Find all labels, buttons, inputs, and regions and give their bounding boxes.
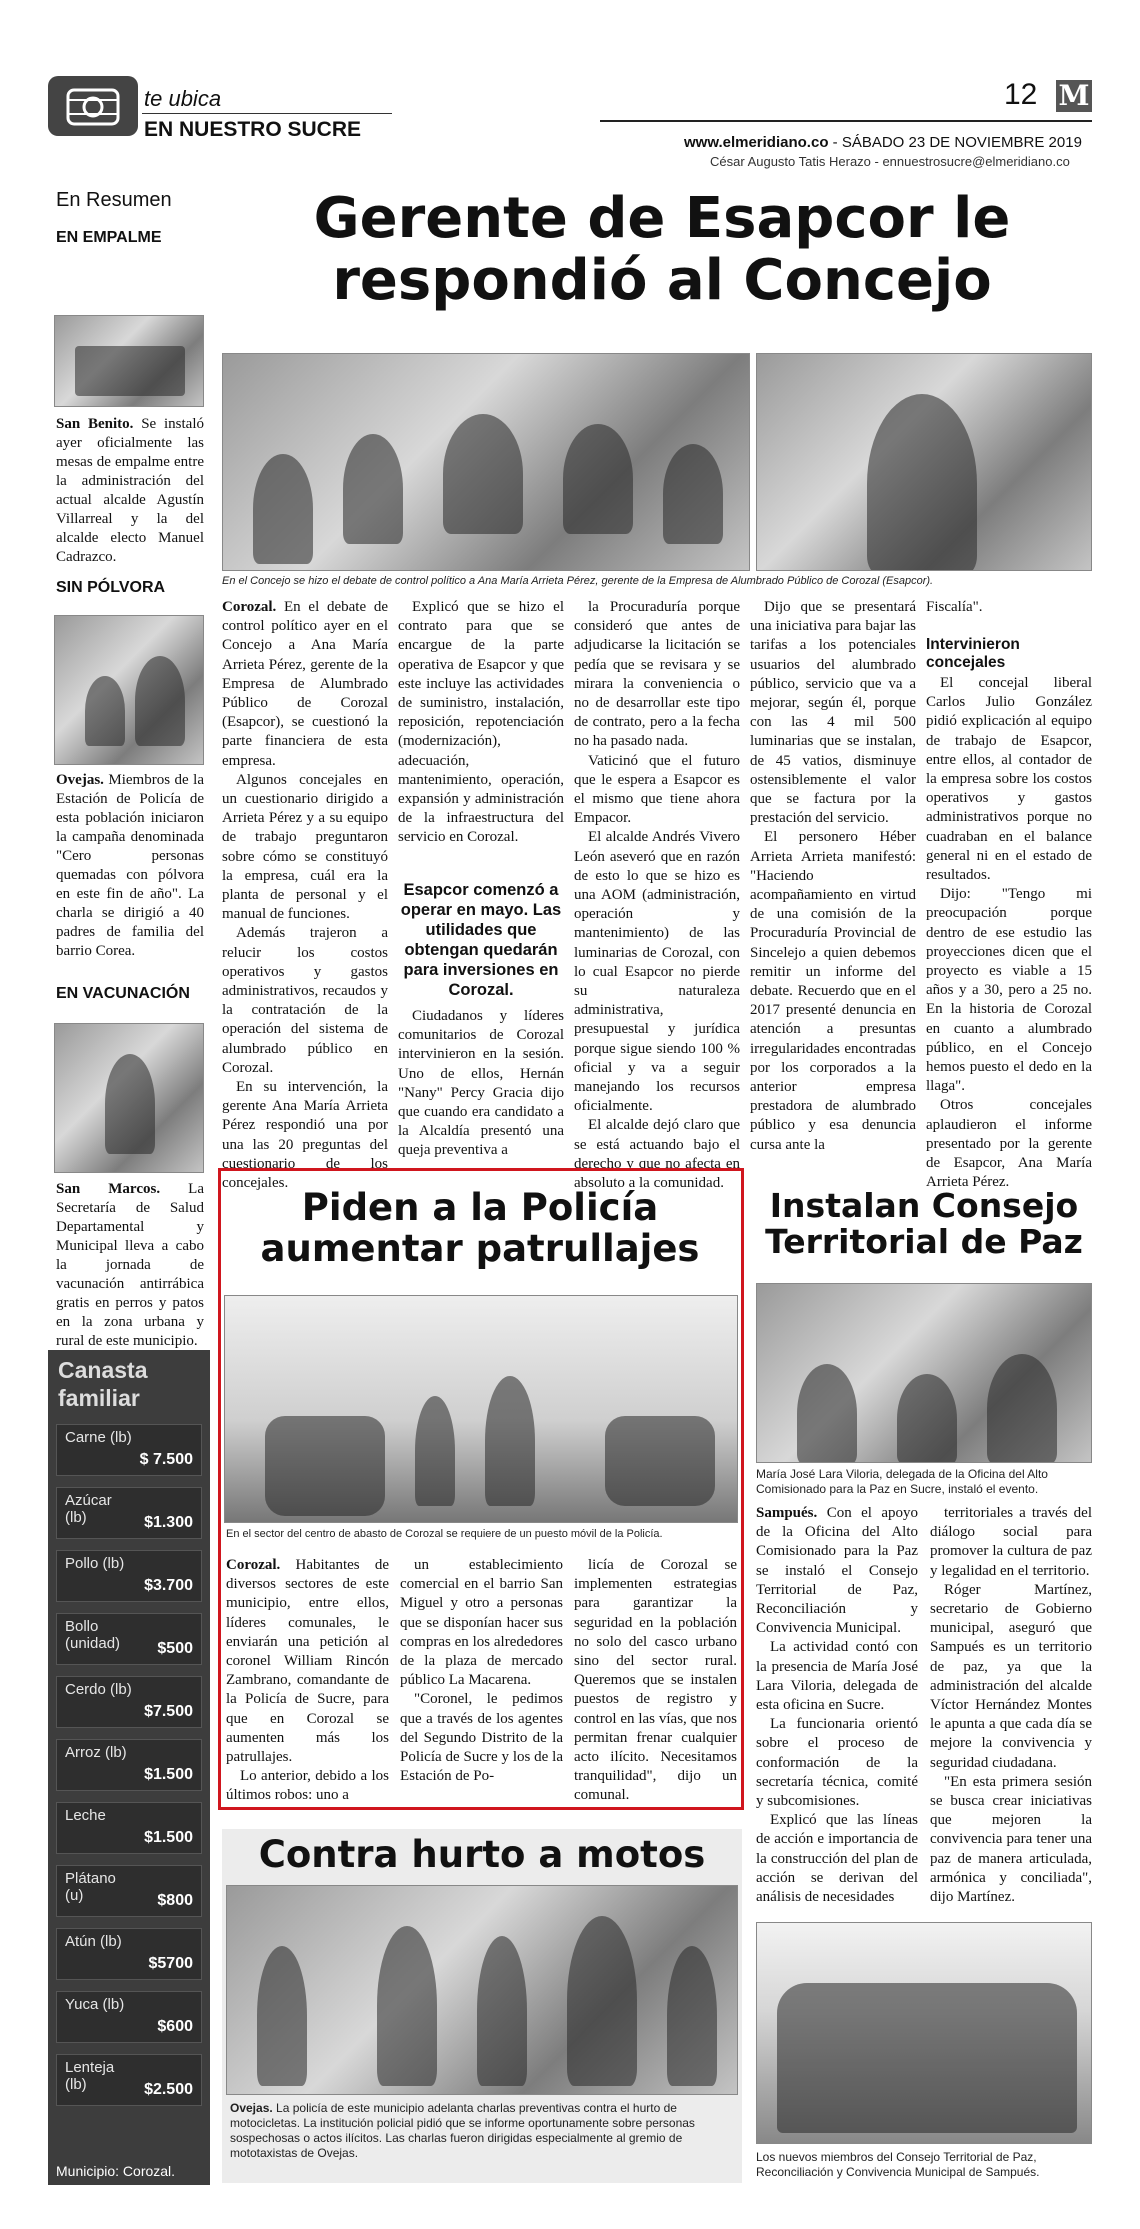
article-column <box>222 598 388 1193</box>
motos-caption: Ovejas. La policía de este municipio adelanta charlas preventivas contra el hurto de motocicletas. La institución policial pidió que se informe oportunamente sobre personas sospechosas o actos ilícitos. Las charlas fueron dirigidas especialmente al gremio de mototaxistas de Ovejas. <box>230 2101 695 2160</box>
price-item <box>48 1798 210 1858</box>
photo-caption: En el Concejo se hizo el debate de control político a Ana María Arrieta Pérez, gerente de la Empresa de Alumbrado Público de Corozal (Esapcor). <box>222 575 934 587</box>
price-item <box>48 1735 210 1795</box>
photo-paz-evento <box>756 1283 1092 1463</box>
price-item-value: $ 7.500 <box>139 1451 193 1468</box>
paragraph: Vaticinó que el futuro que le espera a Esapcor es el mismo que tiene ahora Empacor. <box>574 752 740 827</box>
price-item <box>48 1672 210 1732</box>
price-item <box>48 2050 210 2110</box>
section-sup: te ubica <box>144 86 222 111</box>
article-column <box>574 1556 737 1806</box>
paragraph: El alcalde dejó claro que se está actuando bajo el derecho y que no afecta en absoluto a la comunidad. <box>574 1117 740 1192</box>
paragraph: En su intervención, la gerente Ana María Arrieta Pérez respondió una por una las 20 preguntas del cuestionario de los concejales. <box>222 1079 388 1192</box>
price-item <box>48 1546 210 1606</box>
article-column <box>398 1007 564 1161</box>
price-item-name: Atún (lb) <box>65 1933 122 1950</box>
article-column <box>226 1556 389 1806</box>
price-item-name: Pollo (lb) <box>65 1555 125 1572</box>
policia-caption: En el sector del centro de abasto de Corozal se requiere de un puesto móvil de la Policía. <box>226 1528 663 1540</box>
price-item <box>48 1420 210 1480</box>
price-item-name: Carne (lb) <box>65 1429 132 1446</box>
price-item <box>48 1924 210 1984</box>
paragraph: Corozal. En el debate de control político ayer en el Concejo a Ana María Arrieta Pérez, gerente de la Empresa de Alumbrado Público de Corozal (Esapcor), se cuestionó la parte financiera de esta empresa. <box>222 599 388 769</box>
article-column <box>750 598 916 1155</box>
paragraph: Róger Martínez, secretario de Gobierno municipal, aseguró que Sampués es un territorio de paz, ya que la administración del alcalde Víctor Hernández Montes le apunta a que cada día se mejore la convivencia y seguridad ciudadana. <box>930 1581 1092 1771</box>
price-item-name: Arroz (lb) <box>65 1744 127 1761</box>
paz-caption: María José Lara Viloria, delegada de la Oficina del Alto Comisionado para la Paz en Sucre, instaló el evento. <box>756 1467 1048 1496</box>
article-column <box>926 674 1092 1192</box>
photo-gerente <box>756 353 1092 571</box>
paragraph: Corozal. Habitantes de diversos sectores de este municipio, entre ellos, líderes comunales, le enviarán una petición al coronel William Rincón Zambrano, comandante de la Policía de Sucre, para que en Corozal se aumenten más los patrullajes. <box>226 1557 389 1766</box>
photo-paz-miembros <box>756 1922 1092 2144</box>
paz-headline: Instalan Consejo Territorial de Paz <box>765 1186 1083 1262</box>
motos-headline: Contra hurto a motos <box>258 1833 706 1876</box>
price-item-value: $3.700 <box>144 1577 193 1594</box>
price-item-value: $7.500 <box>144 1703 193 1720</box>
canasta-title: Canasta familiar <box>58 1357 148 1411</box>
section-logo <box>48 76 138 136</box>
photo-policia <box>224 1295 738 1523</box>
subheading: Intervinieron concejales <box>926 636 1020 671</box>
paragraph: La actividad contó con la presencia de María José Lara Viloria, delegada de esta oficina en Sucre. <box>756 1639 918 1714</box>
paragraph: El personero Héber Arrieta Arrieta manifestó: "Haciendo acompañamiento en virtud de una comisión de la Procuraduría Provincial de Sincelejo a quien debemos remitir un informe del debate. Recuerdo que en el 2017 presenté denuncia en atención a presuntas irregularidades encontradas por los corporados a la anterior empresa prestadora de alumbrado público y esa denuncia cursa ante la <box>750 829 916 1153</box>
photo-ovejas <box>54 615 204 765</box>
paragraph: Explicó que se hizo el contrato para que se encargue de la parte operativa de Esapcor y que este incluye las actividades de suministro, instalación, reposición, repotenciación (modernización), adecuación, mantenimiento, operación, expansión y administración de la infraestructura del servicio en Corozal. <box>398 599 564 846</box>
sidebar-text: Ovejas. Miembros de la Estación de Policía de esta población iniciaron la campaña denominada "Cero personas quemadas con pólvora en este fin de año". La charla se dirigió a 40 padres de familia del barrio Corea. <box>56 772 204 959</box>
sidebar-title: En Resumen <box>56 189 172 211</box>
price-item <box>48 1987 210 2047</box>
price-item-value: $1.500 <box>144 1766 193 1783</box>
policia-headline: Piden a la Policía aumentar patrullajes <box>260 1186 700 1270</box>
sidebar-text: San Benito. Se instaló ayer oficialmente las mesas de empalme entre la administración del actual alcalde Agustín Villarreal y la del alcalde electo Manuel Cadrazco. <box>56 416 204 565</box>
paragraph: Otros concejales aplaudieron el informe presentado por la gerente de Esapcor, Ana María Arrieta Pérez. <box>926 1097 1092 1191</box>
price-item-value: $600 <box>157 2018 193 2035</box>
paragraph: un establecimiento comercial en el barrio San Miguel y otro a personas que se disponían hacer sus compras en los alrededores de la plaza de mercado público La Macarena. <box>400 1557 563 1689</box>
paragraph: Algunos concejales en un cuestionario dirigido a Arrieta Pérez y a su equipo de trabajo preguntaron sobre cómo se constituyó la empresa, cuál era la planta de personal y el manual de funciones. <box>222 771 388 923</box>
sidebar-heading: SIN PÓLVORA <box>56 579 166 596</box>
price-item-value: $800 <box>157 1892 193 1909</box>
photo-motos <box>226 1885 738 2095</box>
article-column <box>574 598 740 1193</box>
article-column <box>756 1504 918 1907</box>
map-pin-icon <box>48 76 138 136</box>
price-item-value: $1.500 <box>144 1829 193 1846</box>
paragraph: licía de Corozal se implementen estrategias para garantizar la seguridad en la población no solo del casco urbano sino del sector rural. Queremos que se instalen puestos de registro y control en las vías, que nos permitan frenar cualquier acto ilícito. Necesitamos tranquilidad", dijo un comunal. <box>574 1557 737 1804</box>
paragraph: Dijo: "Tengo mi preocupación porque dentro de ese estudio las proyecciones dicen que el proyecto es viable a 15 años y a 30, pero a 25 no. En la historia de Corozal en cuanto a alumbrado público, en el Concejo hemos puesto el dedo en la llaga". <box>926 886 1092 1095</box>
byline: César Augusto Tatis Herazo - ennuestrosucre@elmeridiano.co <box>710 154 1070 169</box>
paragraph: Dijo que se presentará una iniciativa para bajar las tarifas a los potenciales usuarios del alumbrado público, servicio que va a mejorar, según él, porque con las 4 mil 500 luminarias que se instalan, de 45 vatios, disminuye ostensiblemente el valor que se factura por la prestación del servicio. <box>750 599 916 827</box>
photo-san-marcos <box>54 1023 204 1173</box>
price-item-value: $5700 <box>148 1955 193 1972</box>
price-item-value: $2.500 <box>144 2081 193 2098</box>
price-item-value: $500 <box>157 1640 193 1657</box>
price-item-name: Cerdo (lb) <box>65 1681 132 1698</box>
paragraph: Sampués. Con el apoyo de la Oficina del Alto Comisionado para la Paz se instaló el Consejo Territorial de Paz, Reconciliación y Convivencia Municipal. <box>756 1505 918 1637</box>
pull-quote: Esapcor comenzó a operar en mayo. Las utilidades que obtengan quedarán para inversiones en Corozal. <box>400 881 562 999</box>
price-item <box>48 1609 210 1669</box>
sidebar <box>48 175 210 2185</box>
article-column <box>930 1504 1092 1907</box>
price-list <box>48 1420 210 2140</box>
sidebar-heading: EN EMPALME <box>56 229 162 246</box>
dateline: www.elmeridiano.co - SÁBADO 23 DE NOVIEMBRE 2019 <box>684 134 1082 151</box>
newspaper-logo: M <box>1056 80 1092 112</box>
paragraph: La funcionaria orientó sobre el proceso de conformación de la secretaría técnica, comité y subcomisiones. <box>756 1716 918 1810</box>
section-title: EN NUESTRO SUCRE <box>144 118 362 141</box>
main-headline: Gerente de Esapcor le respondió al Concejo <box>313 186 1011 313</box>
paragraph: El concejal liberal Carlos Julio González pidió explicación al equipo de trabajo de Esapcor, entre ellos, al contador de la empresa sobre los costos operativos y gastos administrativos porque no cuadraban en el balance general ni en el estado de resultados. <box>926 675 1092 884</box>
article-column <box>400 1556 563 1786</box>
paragraph: "En esta primera sesión se busca crear iniciativas que mejoren la convivencia para tener una paz de manera articulada, armónica y conciliada", dijo Martínez. <box>930 1773 1092 1906</box>
photo-concejo <box>222 353 750 571</box>
paragraph: Explicó que las líneas de acción e importancia de la construcción del plan de acción se derivan del análisis de necesidades <box>756 1812 918 1906</box>
paz-caption-bottom: Los nuevos miembros del Consejo Territorial de Paz, Reconciliación y Convivencia Municipal de Sampués. <box>756 2150 1040 2179</box>
price-item-name: Azúcar (lb) <box>65 1492 112 1526</box>
price-item-name: Yuca (lb) <box>65 1996 125 2013</box>
price-item-value: $1.300 <box>144 1514 193 1531</box>
article-column <box>398 598 564 848</box>
paragraph: "Coronel, le pedimos que a través de los agentes del Segundo Distrito de la Policía de Sucre y los de la Estación de Po- <box>400 1691 563 1785</box>
price-item-name: Plátano (u) <box>65 1870 116 1904</box>
paragraph: territoriales a través del diálogo social para promover la cultura de paz y legalidad en el territorio. <box>930 1505 1092 1579</box>
paragraph: la Procuraduría porque consideró que antes de adjudicarse la licitación se pedía que se revisara y se mirara la conveniencia o no de desarrollar este tipo de contrato, pero a la fecha no ha pasado nada. <box>574 599 740 750</box>
price-item-name: Leche <box>65 1807 106 1824</box>
sidebar-heading: EN VACUNACIÓN <box>56 985 190 1002</box>
paragraph: Lo anterior, debido a los últimos robos: uno a <box>226 1768 389 1804</box>
sidebar-text: San Marcos. La Secretaría de Salud Departamental y Municipal lleva a cabo la jornada de vacunación antirrábica gratis en perros y patos en la zona urbana y rural de este municipio. <box>56 1181 204 1349</box>
canasta-familiar <box>48 1350 210 2185</box>
price-item-name: Bollo (unidad) <box>65 1618 121 1652</box>
paragraph: El alcalde Andrés Vivero León aseveró que en razón de esto lo que se hizo es una AOM (administración, operación y mantenimiento) de las luminarias de Corozal, con lo cual Esapcor no pierde su naturaleza administrativa, presupuestal y jurídica porque sigue siendo 100 % oficial y va a seguir manejando los recursos oficialmente. <box>574 829 740 1115</box>
canasta-footer: Municipio: Corozal. <box>56 2163 176 2179</box>
paragraph: Además trajeron a relucir los costos operativos y gastos administrativos, recaudos y la contratación de la operación del sistema de alumbrado público en Corozal. <box>222 925 388 1076</box>
article-column: Fiscalía". <box>926 599 983 615</box>
price-item <box>48 1861 210 1921</box>
page-number: 12 <box>1004 78 1038 111</box>
price-item-name: Lenteja (lb) <box>65 2059 115 2093</box>
paragraph: Ciudadanos y líderes comunitarios de Corozal intervinieron en la sesión. Uno de ellos, Hernán "Nany" Percy Gracia dijo que cuando era candidato a la Alcaldía presentó una queja preventiva a <box>398 1008 564 1159</box>
price-item <box>48 1483 210 1543</box>
photo-san-benito <box>54 315 204 407</box>
